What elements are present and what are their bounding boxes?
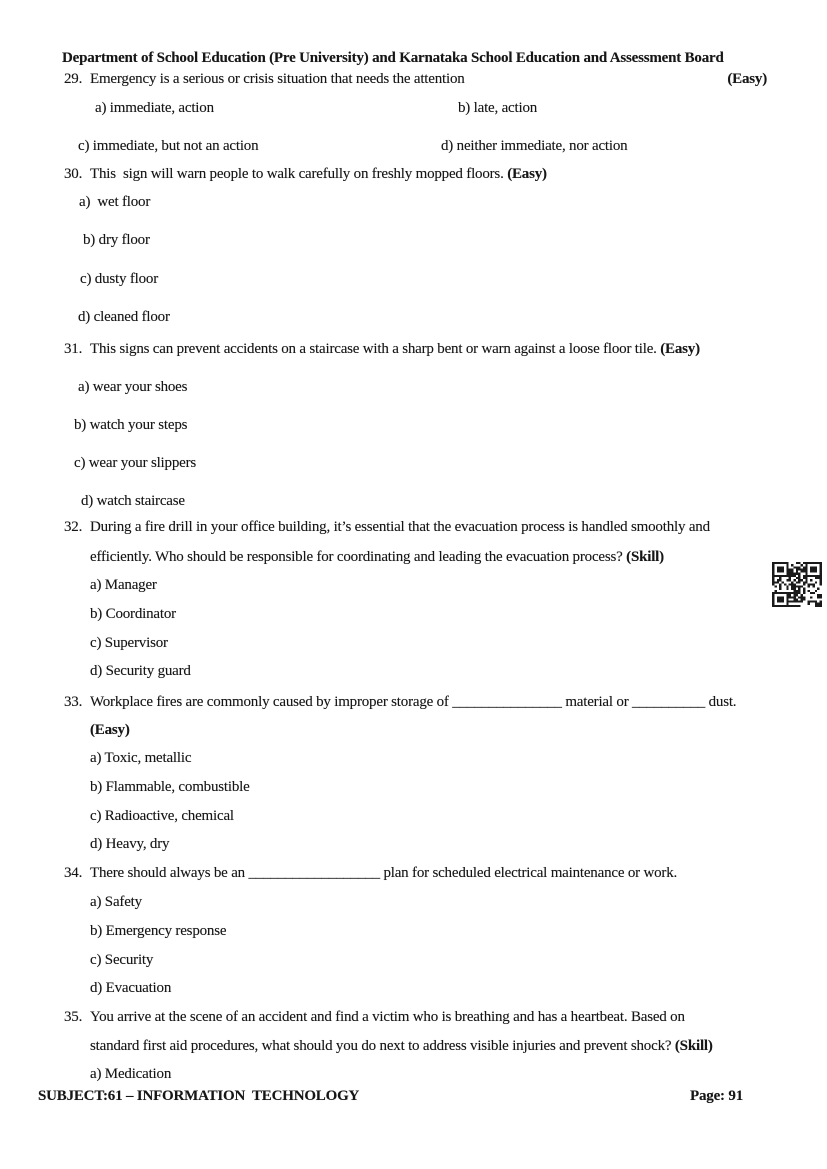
question-30-number: 30. <box>64 166 83 182</box>
question-32-line-2 <box>90 547 664 567</box>
question-29-option-d: d) neither immediate, nor action <box>441 138 628 154</box>
footer-page-number: Page: 91 <box>690 1088 743 1104</box>
question-33-option-c: c) Radioactive, chemical <box>90 808 234 824</box>
question-30-option-b: b) dry floor <box>83 232 150 248</box>
question-32-number: 32. <box>64 519 83 535</box>
question-31-option-a: a) wear your shoes <box>78 379 188 395</box>
question-31-number: 31. <box>64 341 83 357</box>
question-32-line-1: During a fire drill in your office building, it’s essential that the evacuation process is handled smoothly and <box>90 519 710 535</box>
question-29-option-b: b) late, action <box>458 100 538 116</box>
qr-code-image <box>772 562 822 607</box>
question-33-option-d: d) Heavy, dry <box>90 836 170 852</box>
question-31-option-b: b) watch your steps <box>74 417 188 433</box>
question-29-option-a: a) immediate, action <box>95 100 214 116</box>
question-31-option-d: d) watch staircase <box>81 493 185 509</box>
question-30-text <box>90 164 547 184</box>
question-30-difficulty: (Easy) <box>507 166 547 182</box>
question-30-option-a: a) wet floor <box>79 194 151 210</box>
question-34-number: 34. <box>64 865 83 881</box>
question-30-option-c: c) dusty floor <box>80 271 159 287</box>
board-header: Department of School Education (Pre University) and Karnataka School Education and Assessment Board <box>62 50 724 66</box>
question-33-number: 33. <box>64 694 83 710</box>
question-35-number: 35. <box>64 1009 83 1025</box>
question-34-option-a: a) Safety <box>90 894 142 910</box>
question-32-line-2-body: efficiently. Who should be responsible for coordinating and leading the evacuation process? <box>90 549 623 565</box>
question-33-difficulty: (Easy) <box>90 722 130 738</box>
question-31-difficulty: (Easy) <box>660 341 700 357</box>
question-33-option-a: a) Toxic, metallic <box>90 750 192 766</box>
question-35-option-a: a) Medication <box>90 1066 172 1082</box>
footer-subject: SUBJECT:61 – INFORMATION TECHNOLOGY <box>38 1088 360 1104</box>
question-34-option-d: d) Evacuation <box>90 980 172 996</box>
question-35-difficulty: (Skill) <box>674 1038 713 1054</box>
question-29-text: Emergency is a serious or crisis situation that needs the attention <box>90 71 465 87</box>
question-31-text-body: This signs can prevent accidents on a staircase with a sharp bent or warn against a loose floor tile. <box>90 341 657 357</box>
question-30-text-body: This sign will warn people to walk carefully on freshly mopped floors. <box>90 166 504 182</box>
question-34-option-c: c) Security <box>90 952 154 968</box>
question-33-text: Workplace fires are commonly caused by improper storage of _______________ material or __________ dust. <box>90 694 737 710</box>
question-31-option-c: c) wear your slippers <box>74 455 197 471</box>
question-32-difficulty: (Skill) <box>626 549 664 565</box>
question-35-line-2 <box>90 1036 713 1056</box>
question-30-option-d: d) cleaned floor <box>78 309 170 325</box>
question-31-text <box>90 339 700 359</box>
question-29-number: 29. <box>64 71 83 87</box>
question-32-option-d: d) Security guard <box>90 663 191 679</box>
question-32-option-a: a) Manager <box>90 577 157 593</box>
question-35-line-2-body: standard first aid procedures, what should you do next to address visible injuries and prevent shock? <box>90 1038 672 1054</box>
question-34-text: There should always be an __________________ plan for scheduled electrical maintenance or work. <box>90 865 678 881</box>
question-32-option-c: c) Supervisor <box>90 635 168 651</box>
question-29-difficulty: (Easy) <box>727 71 767 87</box>
question-33-option-b: b) Flammable, combustible <box>90 779 250 795</box>
question-32-option-b: b) Coordinator <box>90 606 176 622</box>
question-34-option-b: b) Emergency response <box>90 923 227 939</box>
question-35-line-1: You arrive at the scene of an accident and find a victim who is breathing and has a heartbeat. Based on <box>90 1009 685 1025</box>
question-29-option-c: c) immediate, but not an action <box>78 138 259 154</box>
